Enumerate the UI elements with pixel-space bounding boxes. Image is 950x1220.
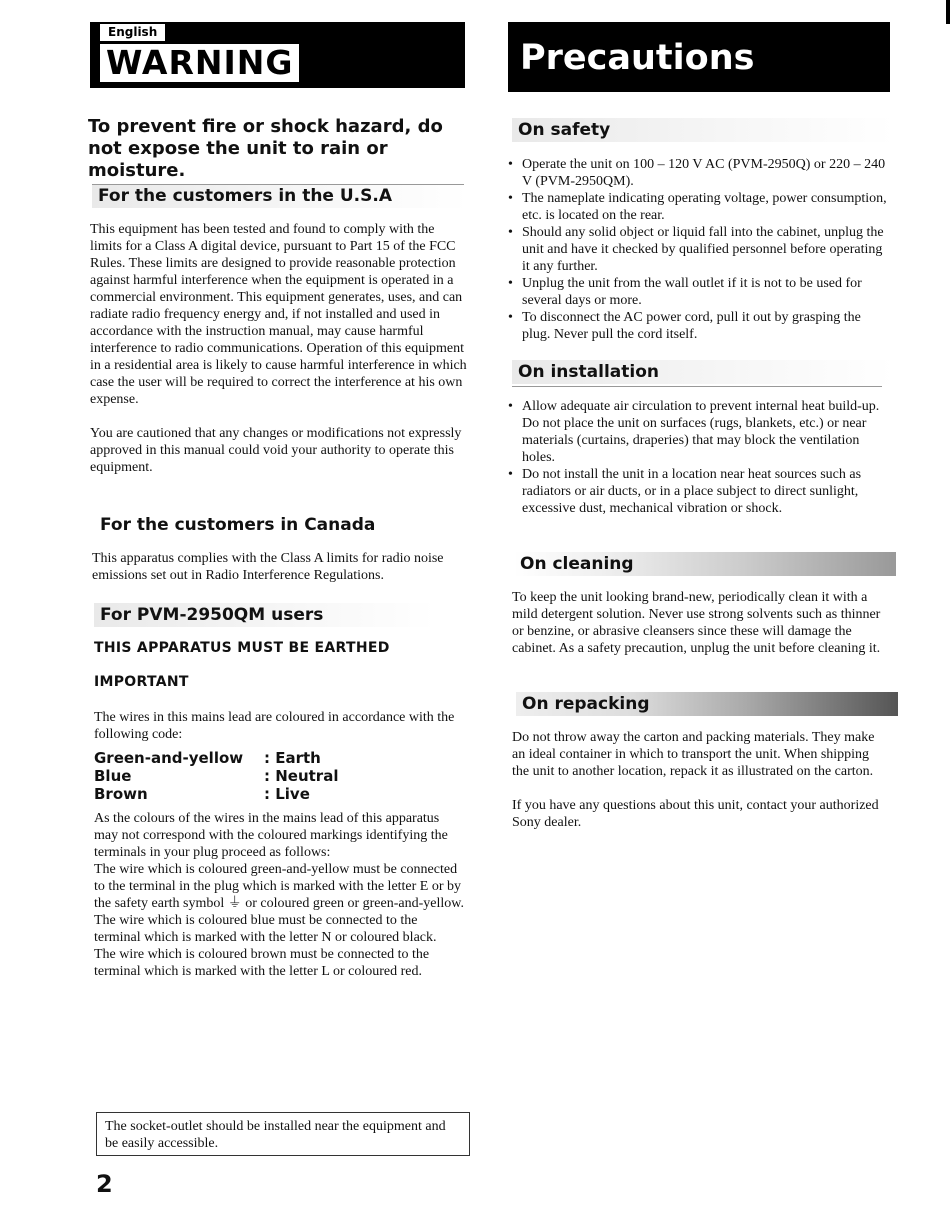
wire-code-row <box>94 749 454 767</box>
usa-section <box>90 221 468 476</box>
usa-heading-text: For the customers in the U.S.A <box>98 186 392 206</box>
canada-para: This apparatus complies with the Class A limits for radio noise emissions set out in Radio Interference Regulations. <box>92 551 444 583</box>
wire-code-row <box>94 785 454 803</box>
important-label: IMPORTANT <box>94 674 189 690</box>
wire-intro: The wires in this mains lead are coloured in accordance with the following code: <box>94 710 455 742</box>
precautions-title: Precautions <box>520 38 755 78</box>
list-item: • Should any solid object or liquid fall into the cabinet, unplug the unit and have it checked by qualified personnel before operating it any further. <box>508 224 888 275</box>
list-item: • To disconnect the AC power cord, pull it out by grasping the plug. Never pull the cord itself. <box>508 309 888 343</box>
wire-name: Blue <box>94 767 132 785</box>
usa-heading <box>92 184 468 208</box>
hazard-lead: To prevent fire or shock hazard, do not expose the unit to rain or moisture. <box>88 116 443 181</box>
list-item: • The nameplate indicating operating voltage, power consumption, etc. is located on the rear. <box>508 190 888 224</box>
installation-list <box>508 398 888 517</box>
canada-heading <box>94 513 406 537</box>
installation-heading <box>512 360 894 384</box>
wire-body: As the colours of the wires in the mains lead of this apparatus may not correspond with the coloured markings identifying the terminals in your plug proceed as follows: <box>94 811 448 860</box>
list-item: • Unplug the unit from the wall outlet if it is not to be used for several days or more. <box>508 275 888 309</box>
repacking-heading <box>516 692 898 716</box>
repacking-heading-text: On repacking <box>522 694 650 714</box>
installation-item-1: Allow adequate air circulation to prevent internal heat build-up. <box>522 399 880 414</box>
wire-meaning: : Earth <box>264 749 321 767</box>
socket-note-box <box>96 1112 470 1156</box>
contact-para: If you have any questions about this unit, contact your authorized Sony dealer. <box>512 798 879 830</box>
wire-instructions <box>94 810 466 980</box>
pvm-heading <box>94 603 436 627</box>
installation-item-2: Do not install the unit in a location near heat sources such as radiators or air ducts, or in a place subject to direct sunlight, excessive dust, mechanical vibration or shock. <box>522 467 862 516</box>
wire-code-table <box>94 749 454 803</box>
installation-item-1-sub: Do not place the unit on surfaces (rugs, blankets, etc.) or near materials (curtains, draperies) that may block the ventilation holes. <box>522 416 867 465</box>
cleaning-heading <box>514 552 896 576</box>
socket-note: The socket-outlet should be installed near the equipment and be easily accessible. <box>105 1119 446 1151</box>
pvm-heading-text: For PVM-2950QM users <box>100 605 324 625</box>
wire-meaning: : Neutral <box>264 767 339 785</box>
safety-list <box>508 156 888 343</box>
page-edge-mark <box>946 0 950 24</box>
usa-para-1: This equipment has been tested and found to comply with the limits for a Class A digital device, pursuant to Part 15 of the FCC Rules. These limits are designed to provide reasonable protection against harmful interference when the equipment is operated in a commercial environment. This equipment generates, uses, and can radiate radio frequency energy and, if not installed and used in accordance with the instruction manual, may cause harmful interference to radio communications. Operation of this equipment in a residential area is likely to cause harmful interference in which case the user will be required to correct the interference at his own expense. <box>90 222 467 407</box>
wire-name: Green-and-yellow <box>94 749 244 767</box>
warning-title: WARNING <box>100 44 299 82</box>
safety-heading <box>512 118 894 142</box>
wire-code-row <box>94 767 454 785</box>
installation-rule <box>512 386 882 387</box>
safety-heading-text: On safety <box>518 120 611 140</box>
page-number: 2 <box>96 1170 113 1198</box>
repacking-section <box>512 729 888 831</box>
usa-rule <box>92 184 464 185</box>
list-item <box>508 466 888 517</box>
warning-banner <box>90 22 465 88</box>
cleaning-heading-text: On cleaning <box>520 554 634 574</box>
wire-name: Brown <box>94 785 148 803</box>
wire-green: The wire which is coloured green-and-yellow must be connected to the terminal in the plug which is marked with the letter E or by the safety earth symbol ⏚ or coloured green or green-and-yellow. <box>94 862 464 911</box>
cleaning-para: To keep the unit looking brand-new, periodically clean it with a mild detergent solution. Never use strong solvents such as thinner or benzine, or abrasive cleansers since these will damage the cabinet. As a safety precaution, unplug the unit before cleaning it. <box>512 590 881 656</box>
list-item <box>508 398 888 466</box>
repacking-para: Do not throw away the carton and packing materials. They make an ideal container in which to transport the unit. When shipping the unit to another location, repack it as illustrated on the carton. <box>512 730 875 779</box>
earthed-notice: THIS APPARATUS MUST BE EARTHED <box>94 640 390 656</box>
language-tag: English <box>100 24 165 41</box>
installation-heading-text: On installation <box>518 362 659 382</box>
wire-blue: The wire which is coloured blue must be connected to the terminal which is marked with the letter N or coloured black. <box>94 913 437 945</box>
list-item: • Operate the unit on 100 – 120 V AC (PVM-2950Q) or 220 – 240 V (PVM-2950QM). <box>508 156 888 190</box>
canada-heading-text: For the customers in Canada <box>100 515 376 535</box>
usa-para-2: You are cautioned that any changes or modifications not expressly approved in this manual could void your authority to operate this equipment. <box>90 426 462 475</box>
wire-brown: The wire which is coloured brown must be connected to the terminal which is marked with the letter L or coloured red. <box>94 947 430 979</box>
wire-meaning: : Live <box>264 785 310 803</box>
precautions-banner <box>508 22 890 92</box>
